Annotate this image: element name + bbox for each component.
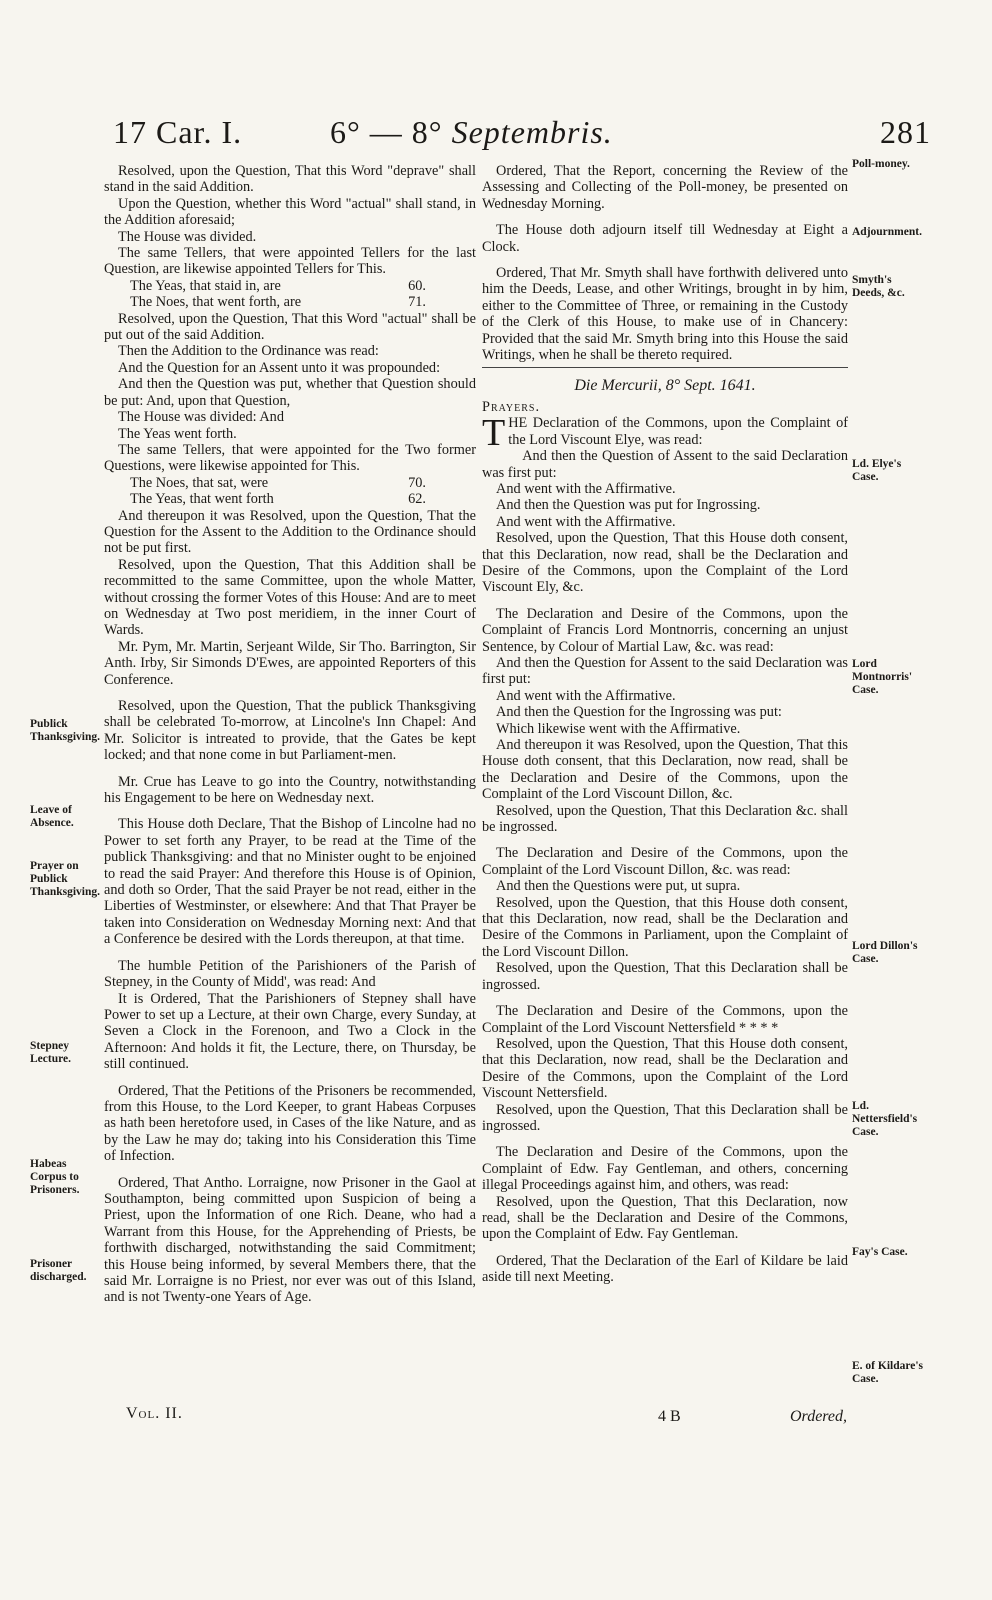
paragraph: It is Ordered, That the Parishioners of Stepney shall have Power to set up a Lecture, at their own Charge, every Sunday, at Seven a Clock in the Forenoon, and Two a Clock in the Afternoon: And holds it fit, the Lecture, there, on Thursday, be still continued. bbox=[104, 990, 476, 1073]
margin-note-smyth: Smyth's Deeds, &c. bbox=[852, 274, 905, 299]
spacer bbox=[104, 1073, 476, 1083]
margin-note-poll-money: Poll-money. bbox=[852, 158, 910, 170]
tally-line bbox=[104, 491, 476, 507]
margin-note-elye: Ld. Elye's Case. bbox=[852, 458, 902, 483]
paragraph: Resolved, upon the Question, That this House doth consent, that this Declaration, now read, shall be the Declaration and Desire of the Commons, upon the Complaint of the Lord Viscount Nettersfield. bbox=[482, 1035, 848, 1102]
margin-note-kildare: E. of Kildare's Case. bbox=[852, 1360, 924, 1385]
tally-line bbox=[104, 475, 476, 491]
paragraph: And thereupon it was Resolved, upon the Question, That this House doth consent, that this Declaration, now read, shall be the Declaration and Desire of the Commons, upon the Complaint of the Lord Viscount Dillon, &c. bbox=[482, 737, 848, 803]
spacer bbox=[482, 255, 848, 265]
margin-note-prayer: Prayer on Publick Thanksgiving. bbox=[30, 860, 100, 898]
tally-value: 71. bbox=[408, 294, 426, 311]
prayers-heading: Prayers. bbox=[482, 398, 541, 415]
margin-note-nettersfield: Ld. Nettersfield's Case. bbox=[852, 1100, 918, 1138]
paragraph bbox=[482, 412, 848, 455]
regnal-year: 17 Car. I. bbox=[113, 114, 243, 150]
paragraph: Resolved, upon the Question, That this House doth consent, that this Declaration, now read, shall be the Declaration and Desire of the Commons, upon the Complaint of the Lord Viscount Ely, &c. bbox=[482, 530, 848, 596]
paragraph: The same Tellers, that were appointed for the Two former Questions, were likewise appointed for This. bbox=[104, 441, 476, 475]
paragraph: Resolved, upon the Question, That this Word "actual" shall be put out of the said Addition. bbox=[104, 310, 476, 344]
tally-label: The Yeas, that went forth bbox=[130, 491, 274, 508]
paragraph: Resolved, upon the Question, That this Declaration shall be ingrossed. bbox=[482, 960, 848, 993]
drop-cap: T bbox=[482, 412, 506, 455]
paragraph: The humble Petition of the Parishioners of the Parish of Stepney, in the County of Midd', was read: And bbox=[104, 957, 476, 991]
paragraph: Then the Addition to the Ordinance was read: bbox=[118, 343, 379, 360]
spacer bbox=[104, 688, 476, 698]
spacer bbox=[482, 835, 848, 845]
date-range: 6° — 8° bbox=[330, 114, 443, 150]
page-header bbox=[0, 110, 992, 160]
paragraph: And then the Question was put for Ingrossing. bbox=[496, 497, 761, 514]
spacer bbox=[104, 1165, 476, 1175]
left-column bbox=[104, 163, 476, 1306]
tally-label: The Noes, that went forth, are bbox=[130, 294, 302, 311]
page-number: 281 bbox=[880, 114, 931, 150]
paragraph: Resolved, upon the Question, That this Declaration &c. shall be ingrossed. bbox=[482, 802, 848, 836]
tally-value: 62. bbox=[408, 491, 426, 508]
paragraph: Mr. Crue has Leave to go into the Country, notwithstanding his Engagement to be here on Wednesday next. bbox=[104, 773, 476, 807]
paragraph: The House was divided: And bbox=[118, 409, 284, 426]
paragraph: The same Tellers, that were appointed Tellers for the last Question, are likewise appointed Tellers for This. bbox=[104, 245, 476, 278]
tally-line bbox=[104, 294, 476, 310]
paragraph-text: HE Declaration of the Commons, upon the Complaint of the Lord Viscount Elye, was read: bbox=[508, 415, 848, 448]
paragraph: Ordered, That the Declaration of the Earl of Kildare be laid aside till next Meeting. bbox=[482, 1252, 848, 1286]
spacer bbox=[482, 1243, 848, 1253]
margin-note-stepney: Stepney Lecture. bbox=[30, 1040, 71, 1065]
paragraph: And the Question for an Assent unto it was propounded: bbox=[118, 359, 441, 376]
spacer bbox=[482, 993, 848, 1003]
paragraph: Which likewise went with the Affirmative. bbox=[496, 720, 741, 737]
paragraph: Mr. Pym, Mr. Martin, Serjeant Wilde, Sir Tho. Barrington, Sir Anth. Irby, Sir Simonds D'Ewes, are appointed Reporters of this Conference. bbox=[104, 638, 476, 688]
spacer bbox=[482, 596, 848, 606]
tally-label: The Noes, that sat, were bbox=[130, 474, 269, 491]
paragraph: And thereupon it was Resolved, upon the Question, That the Question for the Assent to the Addition to the Ordinance should not be put first. bbox=[104, 507, 476, 557]
date-heading bbox=[330, 114, 613, 151]
margin-note-adjournment: Adjournment. bbox=[852, 226, 922, 238]
spacer bbox=[104, 948, 476, 958]
margin-note-thanksgiving: Publick Thanksgiving. bbox=[30, 718, 100, 743]
margin-note-prisoner: Prisoner discharged. bbox=[30, 1258, 87, 1283]
month-word: Septembris. bbox=[451, 114, 613, 150]
paragraph: The Declaration and Desire of the Commons, upon the Complaint of Francis Lord Montnorris, concerning an unjust Sentence, by Colour of Martial Law, &c. was read: bbox=[482, 605, 848, 655]
spacer bbox=[104, 764, 476, 774]
spacer bbox=[482, 1134, 848, 1144]
paragraph: Ordered, That the Report, concerning the Review of the Assessing and Collecting of the Poll-money, be presented on Wednesday Morning. bbox=[482, 163, 848, 212]
paragraph: Resolved, upon the Question, that this House doth consent, that this Declaration, now read, shall be the Declaration and Desire of the Commons in Parliament, upon the Complaint of the Lord Viscount Dillon. bbox=[482, 894, 848, 960]
paragraph: Resolved, upon the Question, That this Word "deprave" shall stand in the said Addition. bbox=[104, 163, 476, 196]
paragraph: And then the Question was put, whether that Question should be put: And, upon that Question, bbox=[104, 376, 476, 409]
paragraph: And went with the Affirmative. bbox=[496, 480, 676, 497]
paragraph: Ordered, That Mr. Smyth shall have forthwith delivered unto him the Deeds, Lease, and other Writings, brought in by him, either to the Committee of Three, or remaining in the Custody of the Clerk of this House, to make use of in Chancery: Provided that the said Mr. Smyth bring into this House the said Writings, when he shall be thereto required. bbox=[482, 265, 848, 364]
paragraph: Resolved, upon the Question, That the publick Thanksgiving shall be celebrated To-morrow, at Lincolne's Inn Chapel: And Mr. Solicitor is intreated to provide, that the Gates be kept locked; and that none come in but Parliament-men. bbox=[104, 698, 476, 764]
paragraph: Resolved, upon the Question, That this Addition shall be recommitted to the same Committee, upon the whole Matter, without crossing the former Votes of this House: And are to meet on Wednesday at Two post meridiem, in the inner Court of Wards. bbox=[104, 556, 476, 639]
spacer bbox=[482, 212, 848, 222]
margin-note-habeas: Habeas Corpus to Prisoners. bbox=[30, 1158, 80, 1196]
paragraph: And then the Question of Assent to the said Declaration was first put: bbox=[482, 448, 848, 481]
paragraph: Resolved, upon the Question, That this Declaration, now read, shall be the Declaration and Desire of the Commons, upon the Complaint of Edw. Fay Gentleman. bbox=[482, 1193, 848, 1243]
right-column bbox=[482, 163, 848, 1286]
paragraph: And then the Question for the Ingrossing was put: bbox=[496, 704, 782, 721]
tally-value: 70. bbox=[408, 474, 426, 491]
section-rule bbox=[482, 367, 848, 368]
paragraph: The Declaration and Desire of the Commons, upon the Complaint of the Lord Viscount Nettersfield * * * * bbox=[482, 1003, 848, 1036]
paragraph: Upon the Question, whether this Word "actual" shall stand, in the Addition aforesaid; bbox=[104, 195, 476, 229]
tally-value: 60. bbox=[408, 277, 426, 294]
tally-label: The Yeas, that staid in, are bbox=[130, 277, 281, 294]
volume-label: Vol. II. bbox=[126, 1405, 183, 1422]
paragraph: And then the Questions were put, ut supra. bbox=[496, 878, 741, 895]
paragraph: And then the Question for Assent to the said Declaration was first put: bbox=[482, 654, 848, 688]
day-heading: Die Mercurii, 8° Sept. 1641. bbox=[574, 377, 756, 395]
margin-note-leave: Leave of Absence. bbox=[30, 804, 74, 829]
paragraph: And went with the Affirmative. bbox=[496, 687, 676, 704]
tally-line bbox=[104, 278, 476, 294]
margin-note-fay: Fay's Case. bbox=[852, 1246, 908, 1258]
paragraph: The Declaration and Desire of the Commons, upon the Complaint of Edw. Fay Gentleman, and others, concerning illegal Proceedings against him, and others, was read: bbox=[482, 1144, 848, 1194]
paragraph: Ordered, That Antho. Lorraigne, now Prisoner in the Gaol at Southampton, being committed upon Suspicion of being a Priest, upon the Information of one Rich. Deane, who had a Warrant from this House, for the Apprehending of Priests, be forthwith discharged, notwithstanding the said Commitment; this House being informed, by several Members there, that the said Mr. Lorraigne is no Priest, nor ever was out of this Island, and is not Twenty-one Years of Age. bbox=[104, 1174, 476, 1306]
margin-note-dillon: Lord Dillon's Case. bbox=[852, 940, 918, 965]
paragraph: The Declaration and Desire of the Commons, upon the Complaint of the Lord Viscount Dillon, &c. was read: bbox=[482, 845, 848, 878]
paragraph: And went with the Affirmative. bbox=[496, 513, 676, 530]
catchword: Ordered, bbox=[790, 1408, 848, 1425]
paragraph: This House doth Declare, That the Bishop of Lincolne had no Power to set forth any Prayer, to be read at the Time of the publick Thanksgiving: and that no Minister ought to be enjoined to read the said Prayer: And therefore this House is of Opinion, and doth so Order, That the said Prayer be not read, either in the Liberties of Westminster, or elsewhere: And that That Prayer be taken into Consideration on Wednesday Morning next: And that a Conference be desired with the Lords thereupon, at that time. bbox=[104, 816, 476, 948]
margin-note-montnorris: Lord Montnorris' Case. bbox=[852, 658, 913, 696]
paragraph: Ordered, That the Petitions of the Prisoners be recommended, from this House, to the Lord Keeper, to grant Habeas Corpuses as hath been heretofore used, in Cases of the like Nature, and as by the Law he may do; taking into his Consideration this Time of Infection. bbox=[104, 1082, 476, 1165]
paragraph: The House was divided. bbox=[118, 228, 257, 245]
paragraph: Resolved, upon the Question, That this Declaration shall be ingrossed. bbox=[482, 1101, 848, 1134]
spacer bbox=[104, 806, 476, 816]
paragraph: The Yeas went forth. bbox=[118, 425, 237, 442]
signature-mark: 4 B bbox=[658, 1408, 681, 1425]
paragraph: The House doth adjourn itself till Wednesday at Eight a Clock. bbox=[482, 222, 848, 255]
